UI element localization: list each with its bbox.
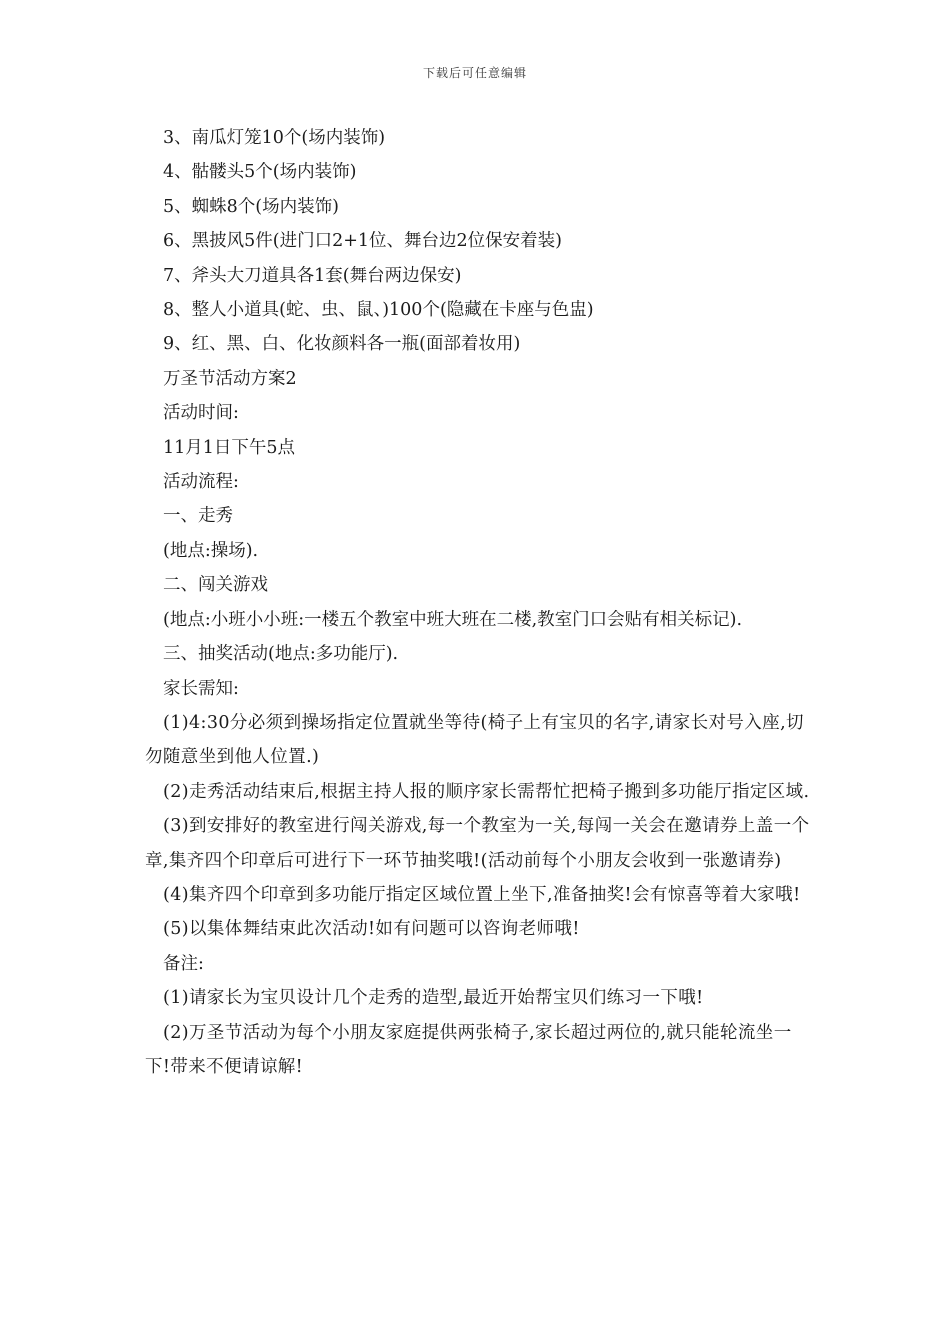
list-item: 3、南瓜灯笼10个(场内装饰): [163, 128, 386, 148]
notice-item: (3)到安排好的教室进行闯关游戏,每一个教室为一关,每闯一关会在邀请券上盖一个章,集齐四个印章后可进行下一环节抽奖哦!(活动前每个小朋友会收到一张邀请券): [145, 816, 810, 871]
remark-item: (1)请家长为宝贝设计几个走秀的造型,最近开始帮宝贝们练习一下哦!: [163, 988, 704, 1009]
flow-step-3: 三、抽奖活动(地点:多功能厅).: [163, 644, 399, 665]
list-item: 4、骷髅头5个(场内装饰): [163, 162, 357, 183]
flow-step-2: 二、闯关游戏: [163, 575, 268, 596]
list-item: 7、斧头大刀道具各1套(舞台两边保安): [163, 265, 462, 286]
list-item: 5、蜘蛛8个(场内装饰): [163, 196, 339, 217]
notice-item: (5)以集体舞结束此次活动!如有问题可以咨询老师哦!: [163, 919, 580, 940]
section-title: 万圣节活动方案2: [163, 368, 297, 389]
notice-item: (4)集齐四个印章到多功能厅指定区域位置上坐下,准备抽奖!会有惊喜等着大家哦!: [163, 884, 801, 905]
time-label: 活动时间:: [163, 403, 239, 424]
list-item: 8、整人小道具(蛇、虫、鼠、)100个(隐藏在卡座与色盅): [163, 300, 594, 321]
flow-step-1-location: (地点:操场).: [163, 540, 259, 561]
time-value: 11月1日下午5点: [163, 437, 296, 458]
list-item: 9、红、黑、白、化妆颜料各一瓶(面部着妆用): [163, 334, 521, 355]
flow-label: 活动流程:: [163, 472, 239, 493]
flow-step-2-location: (地点:小班小小班:一楼五个教室中班大班在二楼,教室门口会贴有相关标记).: [163, 609, 743, 630]
document-body: [145, 121, 815, 1084]
list-item: 6、黑披风5件(进门口2+1位、舞台边2位保安着装): [163, 231, 562, 252]
flow-step-1: 一、走秀: [163, 506, 233, 527]
page-header: 下载后可任意编辑: [422, 66, 527, 80]
notice-item: (1)4:30分必须到操场指定位置就坐等待(椅子上有宝贝的名字,请家长对号入座,切勿随意坐到他人位置.): [145, 712, 804, 768]
notice-label: 家长需知:: [163, 678, 239, 699]
remark-label: 备注:: [163, 953, 204, 974]
notice-item: (2)走秀活动结束后,根据主持人报的顺序家长需帮忙把椅子搬到多功能厅指定区域.: [163, 781, 810, 802]
remark-item: (2)万圣节活动为每个小朋友家庭提供两张椅子,家长超过两位的,就只能轮流坐一下!带来不便请谅解!: [145, 1022, 792, 1077]
